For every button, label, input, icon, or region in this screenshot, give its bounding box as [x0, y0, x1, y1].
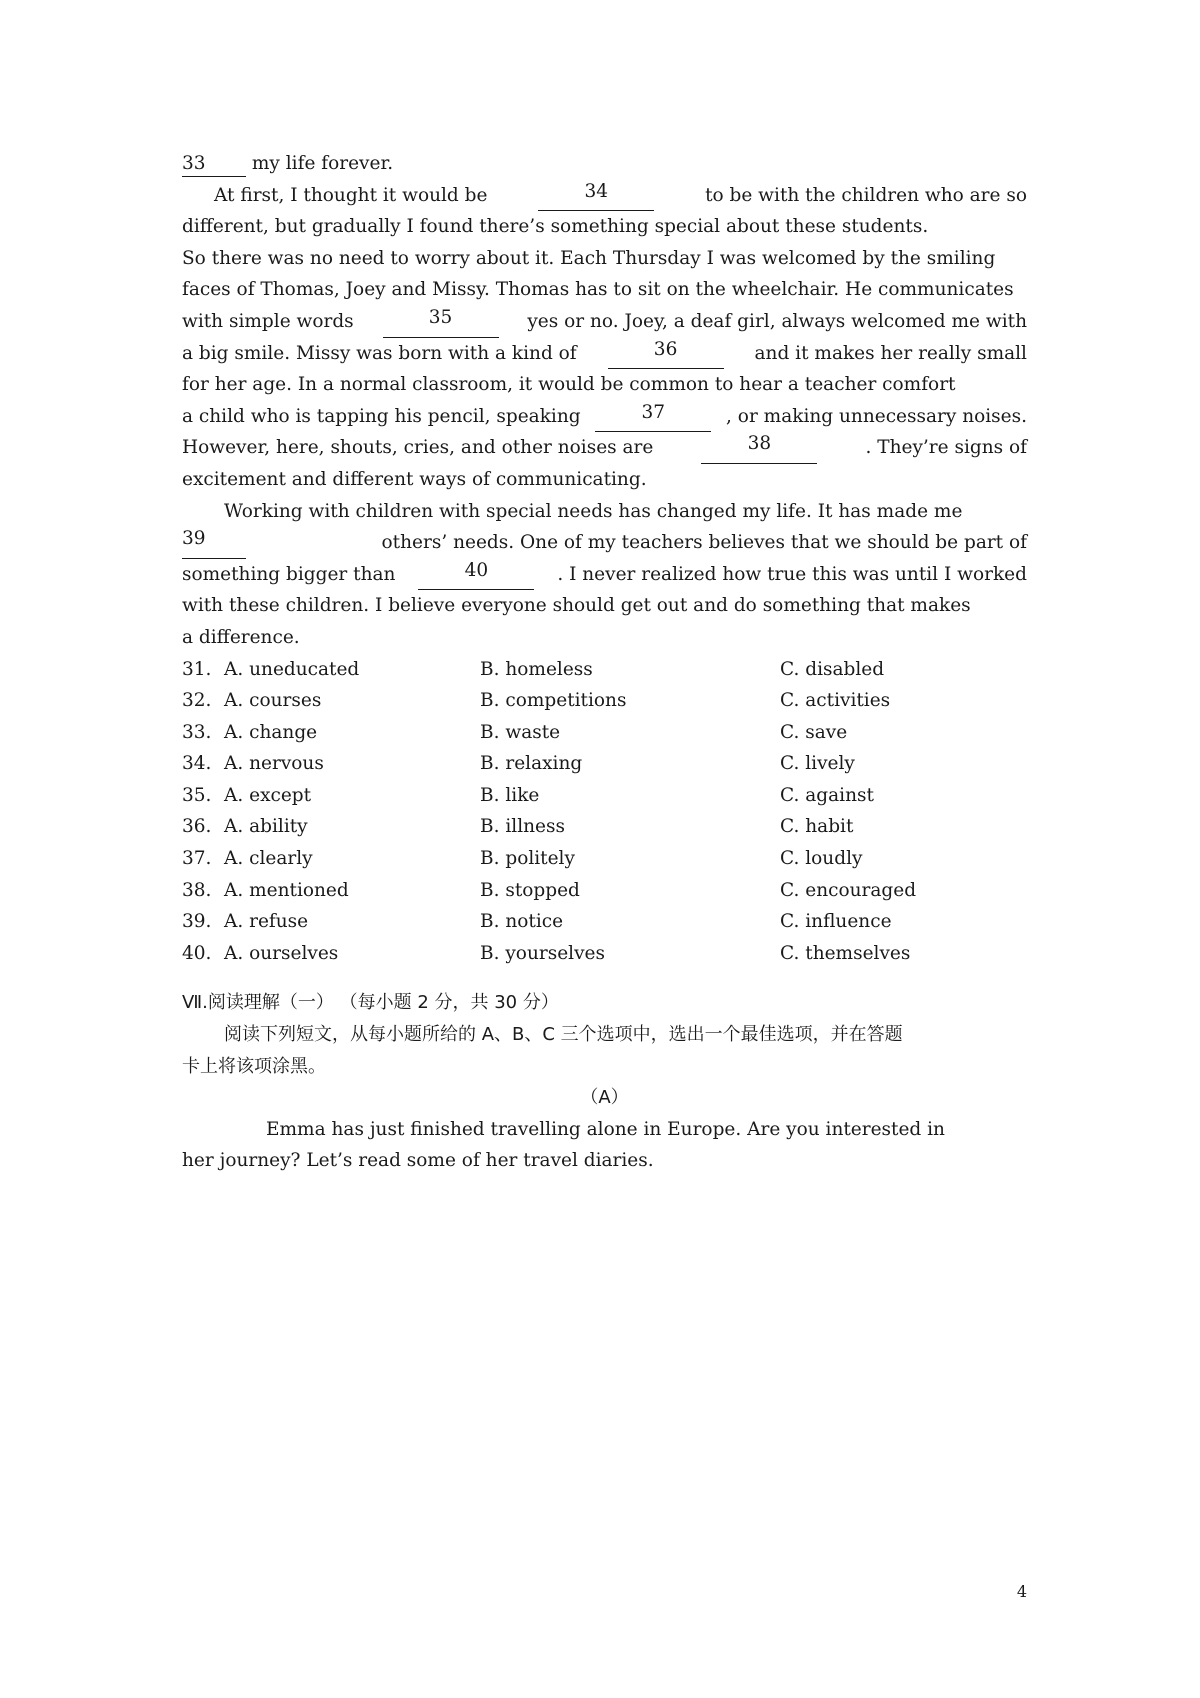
blank-37: 37 [595, 401, 711, 433]
passage-text: others’ needs. One of my teachers believes that we should be part of [381, 532, 1027, 554]
passage-line [182, 559, 1027, 591]
passage-text: something bigger than [182, 563, 396, 585]
passage-line [182, 338, 1027, 370]
passage-line: with these children. I believe everyone should get out and do something that makes [182, 595, 971, 617]
passage-line: for her age. In a normal classroom, it would be common to hear a teacher comfort [182, 374, 956, 396]
option-c: C. habit [780, 816, 854, 838]
passage-line [182, 401, 1027, 433]
option-b: B. homeless [480, 658, 593, 680]
option-b: B. relaxing [480, 753, 583, 775]
option-c: C. encouraged [780, 879, 917, 901]
passage-text: a big smile. Missy was born with a kind of [182, 342, 577, 364]
passage-text: However, here, shouts, cries, and other noises are [182, 437, 654, 459]
blank-40: 40 [418, 559, 534, 591]
blank-36: 36 [608, 338, 724, 370]
passage-text: , or making unnecessary noises. [726, 405, 1027, 427]
exam-page [182, 148, 1027, 1177]
option-a: A. ourselves [224, 942, 339, 964]
passage-line: faces of Thomas, Joey and Missy. Thomas has to sit on the wheelchair. He communicates [182, 279, 1014, 301]
question-number: 36. [182, 816, 212, 838]
option-a: A. nervous [224, 753, 324, 775]
passage-line: different, but gradually I found there’s something special about these students. [182, 216, 929, 238]
option-row [182, 843, 1027, 875]
option-b: B. notice [480, 911, 564, 933]
option-b: B. like [480, 784, 540, 806]
question-number: 37. [182, 848, 212, 870]
option-c: C. influence [780, 911, 892, 933]
intro-text: Emma has just finished travelling alone in Europe. Are you interested in [266, 1118, 945, 1140]
option-row [182, 906, 1027, 938]
question-number: 35. [182, 784, 212, 806]
passage-text: . I never realized how true this was until I worked [557, 563, 1027, 585]
question-number: 39. [182, 911, 212, 933]
option-c: C. lively [780, 753, 855, 775]
option-row [182, 654, 1027, 686]
option-b: B. competitions [480, 690, 627, 712]
passage-line [182, 432, 1027, 464]
option-c: C. themselves [780, 942, 911, 964]
question-number: 32. [182, 690, 212, 712]
passage-line [182, 306, 1027, 338]
option-row [182, 938, 1027, 970]
passage-line [182, 180, 1027, 212]
part-label: （A） [580, 1087, 629, 1109]
option-a: A. mentioned [224, 879, 349, 901]
option-c: C. loudly [780, 848, 863, 870]
option-a: A. clearly [224, 848, 313, 870]
option-a: A. except [224, 784, 312, 806]
blank-39: 39 [182, 527, 246, 559]
instructions-line: 阅读下列短文，从每小题所给的 A、B、C 三个选项中，选出一个最佳选项，并在答题 [224, 1024, 903, 1046]
passage-text: to be with the children who are so [705, 184, 1027, 206]
option-b: B. politely [480, 848, 575, 870]
option-a: A. uneducated [224, 658, 360, 680]
option-b: B. illness [480, 816, 565, 838]
page-number: 4 [1016, 1582, 1027, 1601]
option-a: A. change [224, 721, 318, 743]
question-number: 38. [182, 879, 212, 901]
question-number: 34. [182, 753, 212, 775]
section-heading: Ⅶ.阅读理解（一） （每小题 2 分，共 30 分） [182, 992, 559, 1014]
option-a: A. ability [224, 816, 308, 838]
blank-35: 35 [383, 306, 499, 338]
passage-line: Working with children with special needs has changed my life. It has made me [224, 500, 963, 522]
option-row [182, 717, 1027, 749]
question-number: 40. [182, 942, 212, 964]
option-a: A. refuse [224, 911, 309, 933]
passage-text: with simple words [182, 310, 354, 332]
passage-line: excitement and different ways of communicating. [182, 468, 647, 490]
option-c: C. save [780, 721, 848, 743]
passage-text: yes or no. Joey, a deaf girl, always welcomed me with [527, 310, 1027, 332]
passage-text: a child who is tapping his pencil, speaking [182, 405, 581, 427]
option-c: C. disabled [780, 658, 885, 680]
option-b: B. stopped [480, 879, 580, 901]
blank-33: 33 [182, 152, 246, 177]
option-a: A. courses [224, 690, 322, 712]
passage-text: At first, I thought it would be [214, 184, 488, 206]
option-c: C. activities [780, 690, 891, 712]
option-b: B. yourselves [480, 942, 605, 964]
option-row [182, 875, 1027, 907]
question-number: 33. [182, 721, 212, 743]
options-list [182, 654, 1027, 970]
question-number: 31. [182, 658, 212, 680]
passage-line [182, 527, 1027, 559]
passage-line: a difference. [182, 626, 300, 648]
intro-line [182, 1114, 1027, 1146]
passage-line [182, 148, 1027, 180]
instructions-line: 卡上将该项涂黑。 [182, 1055, 326, 1077]
blank-34: 34 [538, 180, 654, 212]
spacer [182, 969, 1027, 987]
option-b: B. waste [480, 721, 561, 743]
option-row [182, 780, 1027, 812]
option-row [182, 811, 1027, 843]
option-row [182, 685, 1027, 717]
option-row [182, 748, 1027, 780]
intro-line: her journey? Let’s read some of her travel diaries. [182, 1150, 654, 1172]
blank-38: 38 [701, 432, 817, 464]
option-c: C. against [780, 784, 874, 806]
passage-text: . They’re signs of [865, 437, 1027, 459]
passage-text: my life forever. [251, 153, 394, 174]
passage-line: So there was no need to worry about it. Each Thursday I was welcomed by the smiling [182, 247, 996, 269]
passage-text: and it makes her really small [754, 342, 1027, 364]
